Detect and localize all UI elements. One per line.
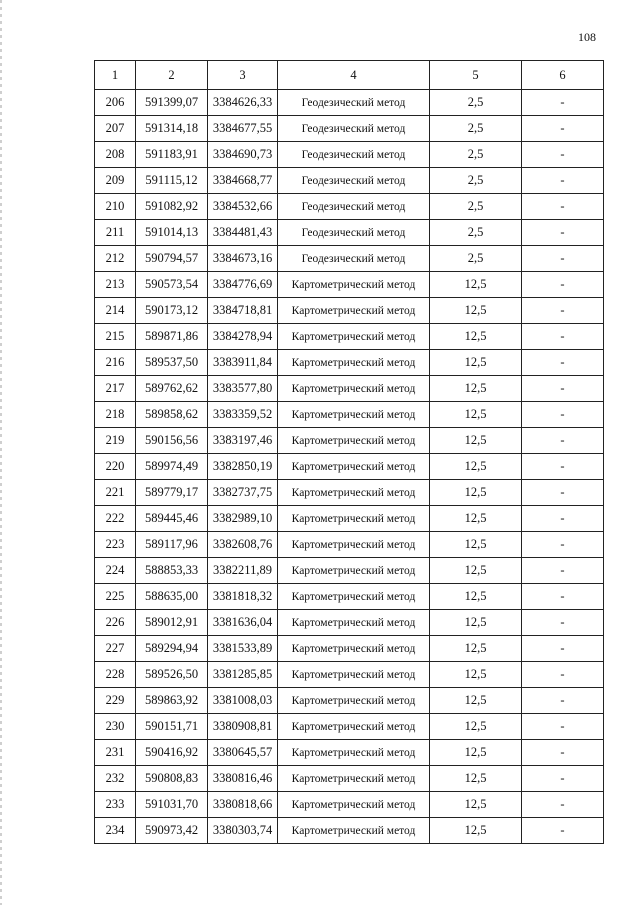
cell-y-coordinate: 3384481,43: [208, 220, 278, 246]
cell-method: Картометрический метод: [278, 584, 430, 610]
cell-point-number: 224: [95, 558, 136, 584]
cell-accuracy: 12,5: [430, 610, 522, 636]
cell-description: -: [522, 116, 604, 142]
cell-method: Картометрический метод: [278, 532, 430, 558]
cell-x-coordinate: 590573,54: [136, 272, 208, 298]
cell-description: -: [522, 350, 604, 376]
cell-method: Картометрический метод: [278, 558, 430, 584]
cell-accuracy: 12,5: [430, 532, 522, 558]
table-row: [95, 636, 604, 662]
table-row: [95, 688, 604, 714]
cell-description: -: [522, 402, 604, 428]
cell-y-coordinate: 3382989,10: [208, 506, 278, 532]
cell-y-coordinate: 3384718,81: [208, 298, 278, 324]
cell-method: Геодезический метод: [278, 90, 430, 116]
cell-accuracy: 12,5: [430, 818, 522, 844]
cell-method: Картометрический метод: [278, 480, 430, 506]
table-row: [95, 90, 604, 116]
cell-accuracy: 12,5: [430, 350, 522, 376]
cell-point-number: 221: [95, 480, 136, 506]
cell-description: -: [522, 194, 604, 220]
table-row: [95, 142, 604, 168]
cell-description: -: [522, 428, 604, 454]
cell-x-coordinate: 588853,33: [136, 558, 208, 584]
cell-y-coordinate: 3384668,77: [208, 168, 278, 194]
page-number: 108: [578, 30, 596, 44]
table-row: [95, 246, 604, 272]
cell-description: -: [522, 246, 604, 272]
cell-description: -: [522, 168, 604, 194]
cell-accuracy: 12,5: [430, 688, 522, 714]
cell-x-coordinate: 589779,17: [136, 480, 208, 506]
cell-accuracy: 12,5: [430, 584, 522, 610]
cell-description: -: [522, 506, 604, 532]
cell-accuracy: 12,5: [430, 766, 522, 792]
cell-accuracy: 12,5: [430, 454, 522, 480]
cell-description: -: [522, 532, 604, 558]
cell-description: -: [522, 142, 604, 168]
cell-accuracy: 12,5: [430, 558, 522, 584]
cell-y-coordinate: 3384673,16: [208, 246, 278, 272]
cell-method: Картометрический метод: [278, 818, 430, 844]
table-row: [95, 168, 604, 194]
cell-y-coordinate: 3380818,66: [208, 792, 278, 818]
cell-point-number: 234: [95, 818, 136, 844]
cell-description: -: [522, 272, 604, 298]
cell-x-coordinate: 590156,56: [136, 428, 208, 454]
cell-method: Геодезический метод: [278, 220, 430, 246]
header-row: [95, 61, 604, 90]
header-cell-y: 3: [208, 61, 278, 90]
cell-description: -: [522, 480, 604, 506]
cell-x-coordinate: 591014,13: [136, 220, 208, 246]
cell-y-coordinate: 3383911,84: [208, 350, 278, 376]
cell-y-coordinate: 3384532,66: [208, 194, 278, 220]
cell-x-coordinate: 590794,57: [136, 246, 208, 272]
cell-accuracy: 12,5: [430, 376, 522, 402]
cell-accuracy: 12,5: [430, 792, 522, 818]
cell-point-number: 230: [95, 714, 136, 740]
cell-accuracy: 2,5: [430, 90, 522, 116]
cell-description: -: [522, 454, 604, 480]
cell-point-number: 212: [95, 246, 136, 272]
cell-point-number: 209: [95, 168, 136, 194]
scan-edge: [0, 0, 2, 905]
cell-y-coordinate: 3383359,52: [208, 402, 278, 428]
cell-y-coordinate: 3384690,73: [208, 142, 278, 168]
cell-x-coordinate: 591399,07: [136, 90, 208, 116]
table-row: [95, 428, 604, 454]
cell-point-number: 213: [95, 272, 136, 298]
cell-method: Картометрический метод: [278, 688, 430, 714]
cell-point-number: 218: [95, 402, 136, 428]
cell-y-coordinate: 3380645,57: [208, 740, 278, 766]
cell-accuracy: 12,5: [430, 714, 522, 740]
cell-description: -: [522, 792, 604, 818]
cell-point-number: 216: [95, 350, 136, 376]
cell-description: -: [522, 376, 604, 402]
table-row: [95, 662, 604, 688]
table-row: [95, 610, 604, 636]
cell-method: Картометрический метод: [278, 792, 430, 818]
cell-point-number: 225: [95, 584, 136, 610]
cell-point-number: 208: [95, 142, 136, 168]
cell-method: Геодезический метод: [278, 116, 430, 142]
table-row: [95, 402, 604, 428]
cell-accuracy: 2,5: [430, 194, 522, 220]
table-row: [95, 506, 604, 532]
cell-description: -: [522, 740, 604, 766]
cell-accuracy: 2,5: [430, 246, 522, 272]
cell-point-number: 220: [95, 454, 136, 480]
cell-y-coordinate: 3381636,04: [208, 610, 278, 636]
table-row: [95, 324, 604, 350]
cell-y-coordinate: 3382211,89: [208, 558, 278, 584]
cell-point-number: 219: [95, 428, 136, 454]
cell-x-coordinate: 591031,70: [136, 792, 208, 818]
cell-y-coordinate: 3381285,85: [208, 662, 278, 688]
cell-y-coordinate: 3382850,19: [208, 454, 278, 480]
cell-point-number: 215: [95, 324, 136, 350]
cell-accuracy: 12,5: [430, 636, 522, 662]
table-row: [95, 376, 604, 402]
cell-point-number: 207: [95, 116, 136, 142]
table-body: [95, 90, 604, 844]
cell-accuracy: 12,5: [430, 272, 522, 298]
cell-x-coordinate: 589858,62: [136, 402, 208, 428]
cell-accuracy: 12,5: [430, 506, 522, 532]
cell-accuracy: 12,5: [430, 428, 522, 454]
cell-x-coordinate: 589526,50: [136, 662, 208, 688]
cell-method: Картометрический метод: [278, 350, 430, 376]
table-row: [95, 298, 604, 324]
cell-y-coordinate: 3384677,55: [208, 116, 278, 142]
cell-y-coordinate: 3381818,32: [208, 584, 278, 610]
cell-point-number: 223: [95, 532, 136, 558]
cell-method: Картометрический метод: [278, 610, 430, 636]
cell-accuracy: 2,5: [430, 116, 522, 142]
table-row: [95, 558, 604, 584]
cell-point-number: 211: [95, 220, 136, 246]
cell-y-coordinate: 3384626,33: [208, 90, 278, 116]
cell-method: Геодезический метод: [278, 246, 430, 272]
cell-x-coordinate: 588635,00: [136, 584, 208, 610]
cell-x-coordinate: 589012,91: [136, 610, 208, 636]
cell-description: -: [522, 636, 604, 662]
cell-method: Картометрический метод: [278, 740, 430, 766]
cell-y-coordinate: 3381533,89: [208, 636, 278, 662]
cell-x-coordinate: 589117,96: [136, 532, 208, 558]
header-cell-point: 1: [95, 61, 136, 90]
cell-method: Картометрический метод: [278, 662, 430, 688]
cell-point-number: 210: [95, 194, 136, 220]
table-row: [95, 454, 604, 480]
cell-description: -: [522, 688, 604, 714]
table-row: [95, 766, 604, 792]
cell-point-number: 206: [95, 90, 136, 116]
cell-method: Геодезический метод: [278, 168, 430, 194]
cell-x-coordinate: 590808,83: [136, 766, 208, 792]
cell-point-number: 214: [95, 298, 136, 324]
cell-x-coordinate: 589445,46: [136, 506, 208, 532]
coordinates-table: [94, 60, 604, 844]
cell-description: -: [522, 558, 604, 584]
cell-accuracy: 12,5: [430, 402, 522, 428]
cell-point-number: 227: [95, 636, 136, 662]
header-cell-x: 2: [136, 61, 208, 90]
cell-x-coordinate: 589974,49: [136, 454, 208, 480]
cell-y-coordinate: 3380303,74: [208, 818, 278, 844]
cell-point-number: 217: [95, 376, 136, 402]
table-row: [95, 714, 604, 740]
cell-x-coordinate: 591082,92: [136, 194, 208, 220]
cell-point-number: 233: [95, 792, 136, 818]
cell-method: Картометрический метод: [278, 272, 430, 298]
cell-method: Картометрический метод: [278, 454, 430, 480]
header-cell-description: 6: [522, 61, 604, 90]
cell-description: -: [522, 584, 604, 610]
cell-method: Геодезический метод: [278, 194, 430, 220]
cell-x-coordinate: 589294,94: [136, 636, 208, 662]
cell-accuracy: 12,5: [430, 324, 522, 350]
cell-description: -: [522, 610, 604, 636]
table-row: [95, 740, 604, 766]
cell-x-coordinate: 590416,92: [136, 740, 208, 766]
cell-method: Картометрический метод: [278, 714, 430, 740]
table-row: [95, 350, 604, 376]
cell-y-coordinate: 3383577,80: [208, 376, 278, 402]
cell-method: Картометрический метод: [278, 324, 430, 350]
cell-point-number: 229: [95, 688, 136, 714]
cell-point-number: 228: [95, 662, 136, 688]
cell-description: -: [522, 662, 604, 688]
cell-description: -: [522, 714, 604, 740]
cell-accuracy: 12,5: [430, 298, 522, 324]
table-row: [95, 480, 604, 506]
header-cell-accuracy: 5: [430, 61, 522, 90]
cell-method: Картометрический метод: [278, 298, 430, 324]
cell-method: Геодезический метод: [278, 142, 430, 168]
cell-method: Картометрический метод: [278, 376, 430, 402]
cell-point-number: 222: [95, 506, 136, 532]
table-row: [95, 272, 604, 298]
cell-y-coordinate: 3380816,46: [208, 766, 278, 792]
cell-x-coordinate: 590151,71: [136, 714, 208, 740]
cell-accuracy: 2,5: [430, 168, 522, 194]
cell-description: -: [522, 324, 604, 350]
cell-y-coordinate: 3382737,75: [208, 480, 278, 506]
table-row: [95, 532, 604, 558]
cell-description: -: [522, 766, 604, 792]
cell-y-coordinate: 3381008,03: [208, 688, 278, 714]
cell-accuracy: 12,5: [430, 740, 522, 766]
cell-x-coordinate: 591314,18: [136, 116, 208, 142]
cell-y-coordinate: 3384776,69: [208, 272, 278, 298]
header-cell-method: 4: [278, 61, 430, 90]
cell-method: Картометрический метод: [278, 636, 430, 662]
cell-y-coordinate: 3380908,81: [208, 714, 278, 740]
table-row: [95, 818, 604, 844]
table-row: [95, 116, 604, 142]
cell-description: -: [522, 298, 604, 324]
cell-method: Картометрический метод: [278, 428, 430, 454]
table-row: [95, 792, 604, 818]
cell-accuracy: 12,5: [430, 662, 522, 688]
table-row: [95, 584, 604, 610]
cell-point-number: 226: [95, 610, 136, 636]
cell-y-coordinate: 3384278,94: [208, 324, 278, 350]
cell-accuracy: 2,5: [430, 142, 522, 168]
cell-point-number: 232: [95, 766, 136, 792]
cell-y-coordinate: 3383197,46: [208, 428, 278, 454]
cell-y-coordinate: 3382608,76: [208, 532, 278, 558]
cell-method: Картометрический метод: [278, 402, 430, 428]
cell-description: -: [522, 90, 604, 116]
cell-x-coordinate: 591183,91: [136, 142, 208, 168]
cell-method: Картометрический метод: [278, 766, 430, 792]
table-row: [95, 194, 604, 220]
table-row: [95, 220, 604, 246]
cell-accuracy: 2,5: [430, 220, 522, 246]
cell-x-coordinate: 589863,92: [136, 688, 208, 714]
table-header: [95, 61, 604, 90]
cell-x-coordinate: 589537,50: [136, 350, 208, 376]
cell-description: -: [522, 818, 604, 844]
cell-point-number: 231: [95, 740, 136, 766]
cell-x-coordinate: 589762,62: [136, 376, 208, 402]
cell-method: Картометрический метод: [278, 506, 430, 532]
cell-accuracy: 12,5: [430, 480, 522, 506]
cell-x-coordinate: 591115,12: [136, 168, 208, 194]
cell-description: -: [522, 220, 604, 246]
cell-x-coordinate: 589871,86: [136, 324, 208, 350]
cell-x-coordinate: 590173,12: [136, 298, 208, 324]
cell-x-coordinate: 590973,42: [136, 818, 208, 844]
